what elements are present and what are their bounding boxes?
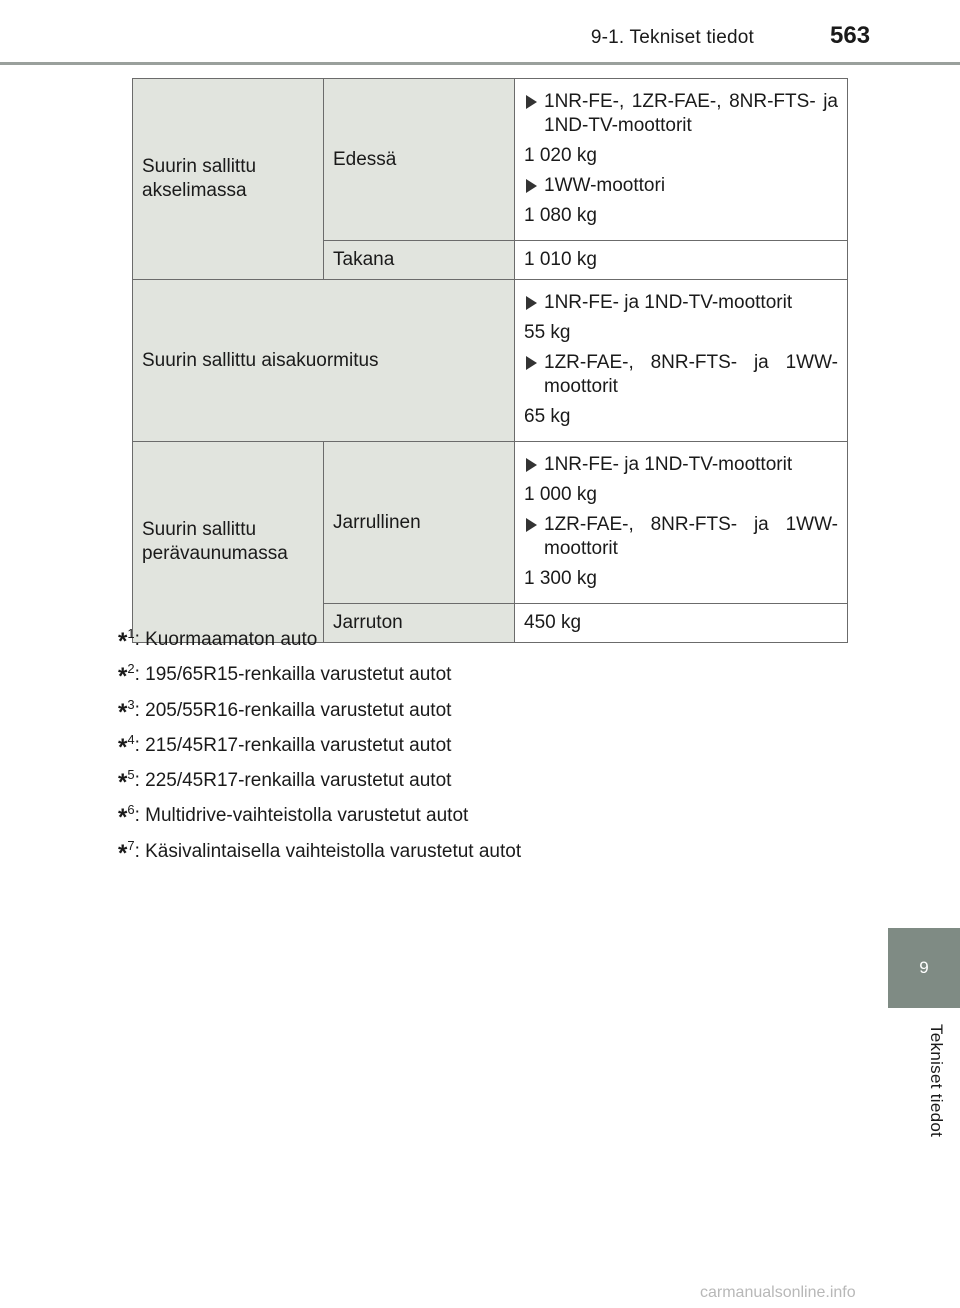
weight-value: 65 kg [524, 406, 571, 427]
roof-label-cell [133, 280, 515, 442]
header-section-title: 9-1. Tekniset tiedot [590, 27, 754, 48]
watermark: carmanualsonline.info [700, 1284, 856, 1301]
footnote-text: : 195/65R15-renkailla varustetut autot [134, 664, 452, 686]
footnote-text: : Multidrive-vaihteistolla varustetut autot [134, 805, 469, 827]
list-item [524, 291, 838, 315]
axle-rear-label: Takana [333, 249, 395, 270]
list-item [524, 351, 838, 399]
footnote-asterisk: * [118, 733, 128, 761]
chapter-tab-number: 9 [919, 958, 929, 977]
table-row [133, 280, 848, 442]
axle-label: Suurin sallittu akselimassa [142, 156, 257, 201]
footnote-text: : 205/55R16-renkailla varustetut autot [134, 699, 452, 721]
footnote-number: 7 [127, 837, 135, 853]
footnote-number: 3 [127, 696, 135, 712]
triangle-bullet-icon [526, 518, 537, 532]
footnote [118, 830, 818, 865]
footnote [118, 618, 818, 653]
axle-rear-value-cell [515, 241, 848, 280]
triangle-bullet-icon [526, 179, 537, 193]
footnote-asterisk: * [118, 628, 128, 655]
footnote-number: 5 [127, 767, 135, 783]
triangle-bullet-icon [526, 95, 537, 109]
page-number: 563 [830, 22, 871, 49]
engine-label: 1NR-FE- ja 1ND-TV-moottorit [544, 292, 793, 313]
axle-rear-label-cell [324, 241, 515, 280]
trailer-label: Suurin sallittu perävaunumassa [142, 519, 288, 564]
triangle-bullet-icon [526, 356, 537, 370]
spec-table [132, 78, 848, 643]
footnote-number: 4 [127, 731, 135, 747]
footnote-text: : 225/45R17-renkailla varustetut autot [134, 770, 452, 792]
trailer-unbraked-label: Jarruton [333, 612, 403, 633]
engine-label: 1NR-FE- ja 1ND-TV-moottorit [544, 454, 793, 475]
engine-label: 1ZR-FAE-, 8NR-FTS- ja 1WW-moottorit [544, 352, 838, 397]
list-item [524, 90, 838, 138]
chapter-tab[interactable] [888, 928, 960, 1008]
footnote-asterisk: * [118, 698, 128, 726]
chapter-side-label-text: Tekniset tiedot [927, 1024, 946, 1138]
weight-value: 1 080 kg [524, 205, 597, 226]
chapter-side-label [892, 1008, 960, 1308]
weight-value: 1 010 kg [524, 249, 597, 270]
engine-label: 1ZR-FAE-, 8NR-FTS- ja 1WW-moottorit [544, 514, 838, 559]
footnote [118, 794, 818, 832]
table-row [133, 79, 848, 241]
roof-label: Suurin sallittu aisakuormitus [142, 349, 379, 371]
triangle-bullet-icon [526, 458, 537, 472]
roof-value-cell [515, 280, 848, 442]
axle-front-label-cell [324, 79, 515, 241]
triangle-bullet-icon [526, 296, 537, 310]
footnote-number: 1 [127, 626, 135, 641]
footnote-asterisk: * [118, 839, 128, 867]
footnote-number: 6 [127, 802, 135, 818]
footnote [118, 653, 818, 691]
weight-value: 55 kg [524, 322, 571, 343]
list-item [524, 174, 838, 198]
weight-value: 1 020 kg [524, 145, 597, 166]
trailer-braked-value-cell [515, 442, 848, 604]
trailer-braked-label: Jarrullinen [333, 511, 421, 533]
list-item [524, 513, 838, 561]
engine-label: 1NR-FE-, 1ZR-FAE-, 8NR-FTS- ja 1ND-TV-moottorit [544, 91, 838, 136]
weight-value: 450 kg [524, 612, 582, 633]
axle-front-value-cell [515, 79, 848, 241]
footnote-asterisk: * [118, 804, 128, 832]
footnote-text: : Käsivalintaisella vaihteistolla varustetut autot [134, 840, 522, 862]
table-row [133, 442, 848, 604]
trailer-braked-label-cell [324, 442, 515, 604]
footnote [118, 724, 818, 759]
footnote-text: : 215/45R17-renkailla varustetut autot [134, 734, 452, 756]
trailer-label-cell [133, 442, 324, 643]
weight-value: 1 000 kg [524, 484, 597, 505]
axle-label-cell [133, 79, 324, 280]
list-item [524, 453, 838, 477]
footnote-number: 2 [127, 661, 135, 677]
engine-label: 1WW-moottori [544, 175, 666, 196]
weight-value: 1 300 kg [524, 568, 597, 589]
footnotes [118, 618, 818, 865]
footnote [118, 759, 818, 797]
header-divider [0, 62, 960, 65]
footnote [118, 689, 818, 724]
axle-front-label: Edessä [333, 148, 397, 170]
footnote-text: : Kuormaamaton auto [134, 629, 318, 650]
footnote-asterisk: * [118, 663, 128, 691]
footnote-asterisk: * [118, 769, 128, 797]
